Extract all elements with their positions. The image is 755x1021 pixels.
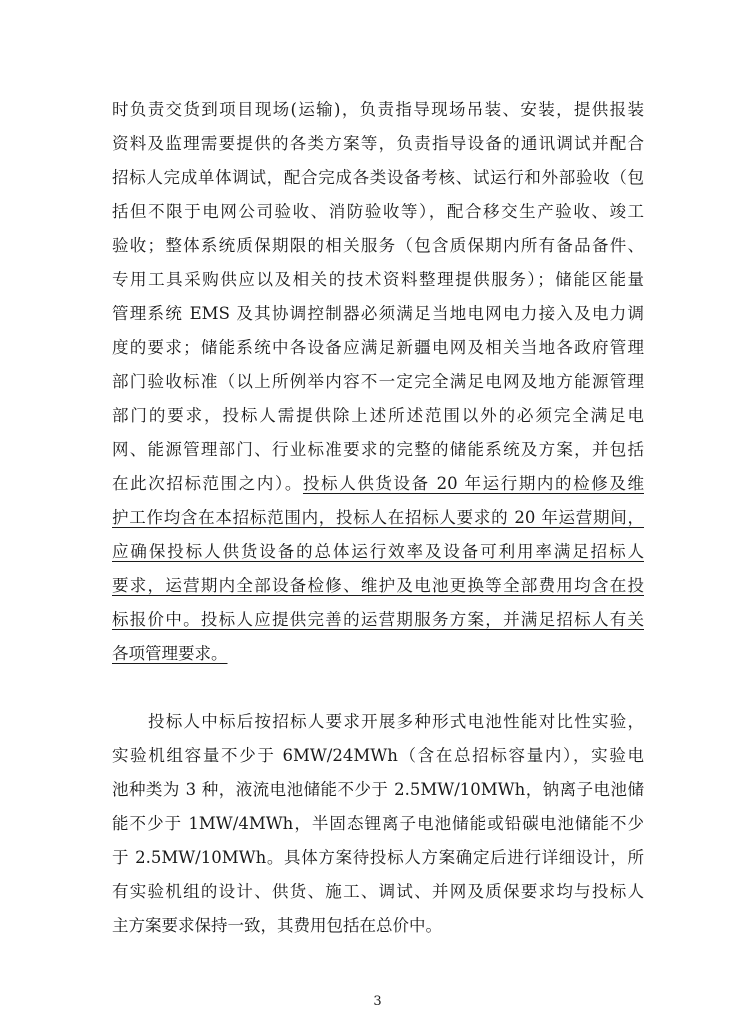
text-line: 括但不限于电网公司验收、消防验收等），配合移交生产验收、竣工: [112, 202, 644, 221]
text-line: 能不少于 1MW/4MWh，半固态锂离子电池储能或铅碳电池储能不少: [112, 814, 644, 833]
text-line: 时负责交货到项目现场(运输)，负责指导现场吊装、安装，提供报装: [112, 100, 644, 119]
underlined-text-line: 各项管理要求。: [112, 644, 228, 663]
text-line: 招标人完成单体调试，配合完成各类设备考核、试运行和外部验收（包: [112, 168, 644, 187]
text-line: 有实验机组的设计、供货、施工、调试、并网及质保要求均与投标人: [112, 882, 644, 901]
text-line: 于 2.5MW/10MWh。具体方案待投标人方案确定后进行详细设计，所: [112, 848, 644, 867]
underlined-text-line: 护工作均含在本招标范围内，投标人在招标人要求的 20 年运营期间，: [112, 508, 644, 527]
underlined-text-line: 标报价中。投标人应提供完善的运营期服务方案，并满足招标人有关: [112, 610, 644, 629]
text-line: 管理系统 EMS 及其协调控制器必须满足当地电网电力接入及电力调: [112, 304, 644, 323]
text-line: 部门的要求，投标人需提供除上述所述范围以外的必须完全满足电: [112, 406, 644, 425]
text-line: 实验机组容量不少于 6MW/24MWh（含在总招标容量内），实验电: [112, 746, 644, 765]
text-line: 投标人中标后按招标人要求开展多种形式电池性能对比性实验，: [148, 712, 644, 731]
page-number: 3: [373, 994, 382, 1009]
underlined-text-line: 要求，运营期内全部设备检修、维护及电池更换等全部费用均含在投: [112, 576, 644, 595]
text-line: 资料及监理需要提供的各类方案等，负责指导设备的通讯调试并配合: [112, 134, 644, 153]
text-line: 网、能源管理部门、行业标准要求的完整的储能系统及方案，并包括: [112, 440, 644, 459]
text-line: 专用工具采购供应以及相关的技术资料整理提供服务）；储能区能量: [112, 270, 644, 289]
paragraph-scope: [112, 93, 644, 671]
text-line: 主方案要求保持一致，其费用包括在总价中。: [112, 916, 442, 935]
text-line: 验收；整体系统质保期限的相关服务（包含质保期内所有备品备件、: [112, 236, 644, 255]
underlined-text: 投标人供货设备 20 年运行期内的检修及维: [302, 474, 644, 493]
text-segment: 在此次招标范围之内）。: [112, 474, 303, 493]
text-line-mixed: [112, 467, 644, 501]
text-line: 池种类为 3 种，液流电池储能不少于 2.5MW/10MWh，钠离子电池储: [112, 780, 644, 799]
text-line: 部门验收标准（以上所例举内容不一定完全满足电网及地方能源管理: [112, 372, 644, 391]
text-line: 度的要求；储能系统中各设备应满足新疆电网及相关当地各政府管理: [112, 338, 644, 357]
underlined-text-line: 应确保投标人供货设备的总体运行效率及设备可利用率满足招标人: [112, 542, 644, 561]
paragraph-battery-experiment: [112, 705, 644, 943]
